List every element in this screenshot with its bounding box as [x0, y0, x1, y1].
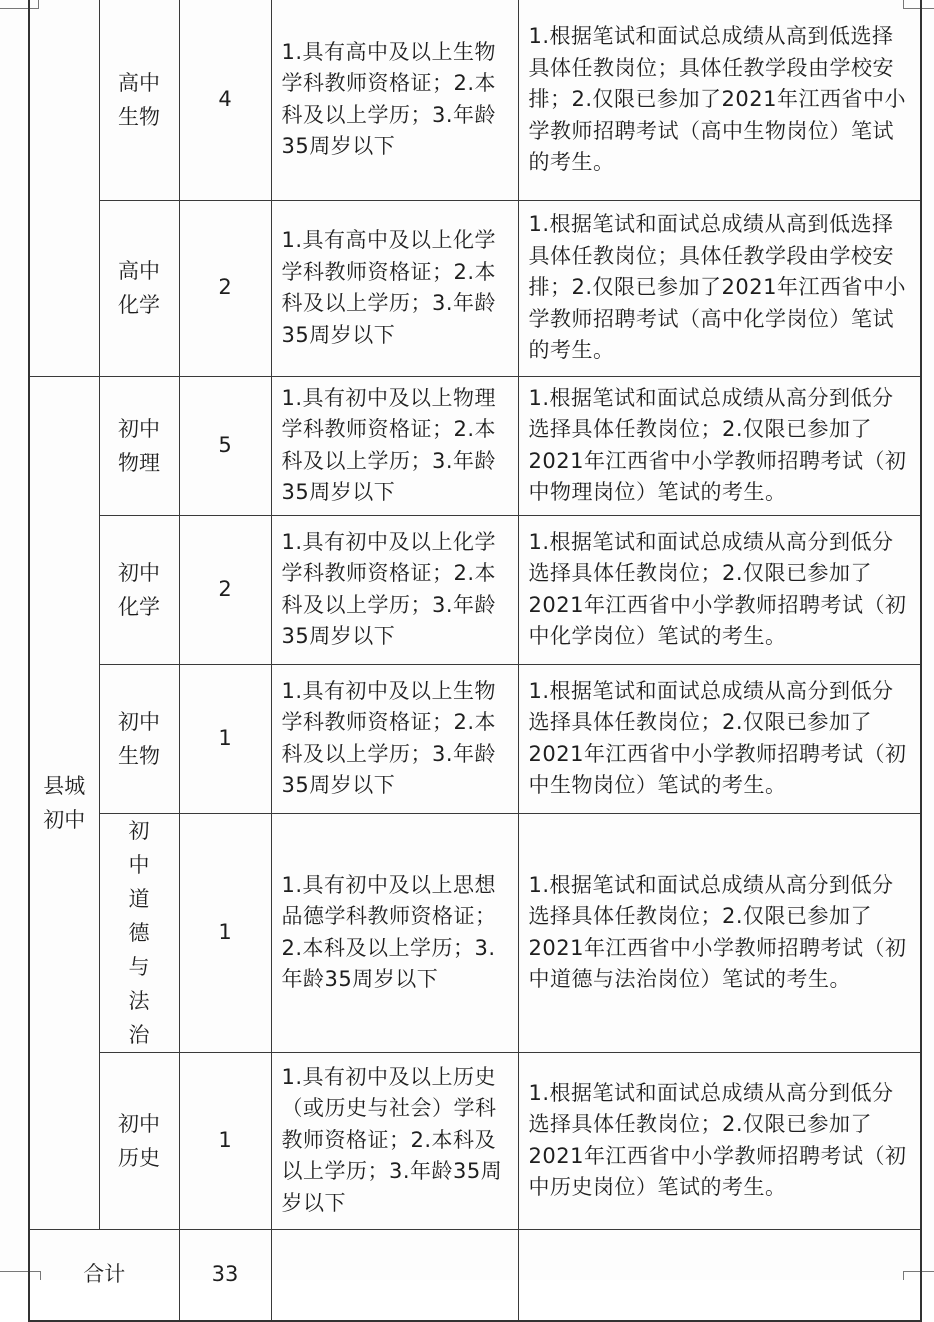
- requirement-cell: 1.具有初中及以上生物学科教师资格证；2.本科及以上学历；3.年龄35周岁以下: [271, 664, 518, 813]
- subject-cell: 高中生物: [99, 0, 179, 200]
- note-cell: 1.根据笔试和面试总成绩从高分到低分选择具体任教岗位；2.仅限已参加了2021年江西省中小学教师招聘考试（初中化学岗位）笔试的考生。: [518, 515, 921, 664]
- total-label: 合计: [29, 1229, 179, 1321]
- category-cell: 县城初中: [29, 376, 99, 1229]
- table-row: [29, 0, 921, 200]
- note-cell: 1.根据笔试和面试总成绩从高分到低分选择具体任教岗位；2.仅限已参加了2021年江西省中小学教师招聘考试（初中历史岗位）笔试的考生。: [518, 1052, 921, 1229]
- count-cell: 4: [179, 0, 271, 200]
- category-cell-senior: [29, 0, 99, 376]
- requirement-cell: 1.具有初中及以上历史（或历史与社会）学科教师资格证；2.本科及以上学历；3.年龄35周岁以下: [271, 1052, 518, 1229]
- requirement-cell: 1.具有高中及以上生物学科教师资格证；2.本科及以上学历；3.年龄35周岁以下: [271, 0, 518, 200]
- table-row: [29, 515, 921, 664]
- requirement-cell: 1.具有初中及以上思想品德学科教师资格证；2.本科及以上学历；3.年龄35周岁以下: [271, 813, 518, 1052]
- count-cell: 2: [179, 515, 271, 664]
- subject-cell: 初中道德与法治: [99, 813, 179, 1052]
- requirement-cell: 1.具有初中及以上化学学科教师资格证；2.本科及以上学历；3.年龄35周岁以下: [271, 515, 518, 664]
- note-cell: 1.根据笔试和面试总成绩从高到低选择具体任教岗位；具体任教学段由学校安排；2.仅限已参加了2021年江西省中小学教师招聘考试（高中生物岗位）笔试的考生。: [518, 0, 921, 200]
- note-cell: 1.根据笔试和面试总成绩从高分到低分选择具体任教岗位；2.仅限已参加了2021年江西省中小学教师招聘考试（初中道德与法治岗位）笔试的考生。: [518, 813, 921, 1052]
- count-cell: 1: [179, 664, 271, 813]
- empty-cell: [271, 1229, 518, 1321]
- recruitment-table: [28, 0, 922, 1322]
- table-row: [29, 1052, 921, 1229]
- requirement-cell: 1.具有高中及以上化学学科教师资格证；2.本科及以上学历；3.年龄35周岁以下: [271, 200, 518, 376]
- table-row: [29, 813, 921, 1052]
- table-row: [29, 664, 921, 813]
- subject-cell: 初中物理: [99, 376, 179, 515]
- subject-cell: 初中历史: [99, 1052, 179, 1229]
- total-row: [29, 1229, 921, 1321]
- note-cell: 1.根据笔试和面试总成绩从高到低选择具体任教岗位；具体任教学段由学校安排；2.仅限已参加了2021年江西省中小学教师招聘考试（高中化学岗位）笔试的考生。: [518, 200, 921, 376]
- note-cell: 1.根据笔试和面试总成绩从高分到低分选择具体任教岗位；2.仅限已参加了2021年江西省中小学教师招聘考试（初中生物岗位）笔试的考生。: [518, 664, 921, 813]
- requirement-cell: 1.具有初中及以上物理学科教师资格证；2.本科及以上学历；3.年龄35周岁以下: [271, 376, 518, 515]
- count-cell: 1: [179, 1052, 271, 1229]
- subject-cell: 初中化学: [99, 515, 179, 664]
- count-cell: 5: [179, 376, 271, 515]
- count-cell: 2: [179, 200, 271, 376]
- subject-cell: 高中化学: [99, 200, 179, 376]
- note-cell: 1.根据笔试和面试总成绩从高分到低分选择具体任教岗位；2.仅限已参加了2021年江西省中小学教师招聘考试（初中物理岗位）笔试的考生。: [518, 376, 921, 515]
- count-cell: 1: [179, 813, 271, 1052]
- subject-cell: 初中生物: [99, 664, 179, 813]
- table-row: [29, 200, 921, 376]
- total-value: 33: [179, 1229, 271, 1321]
- empty-cell: [518, 1229, 921, 1321]
- table-row: [29, 376, 921, 515]
